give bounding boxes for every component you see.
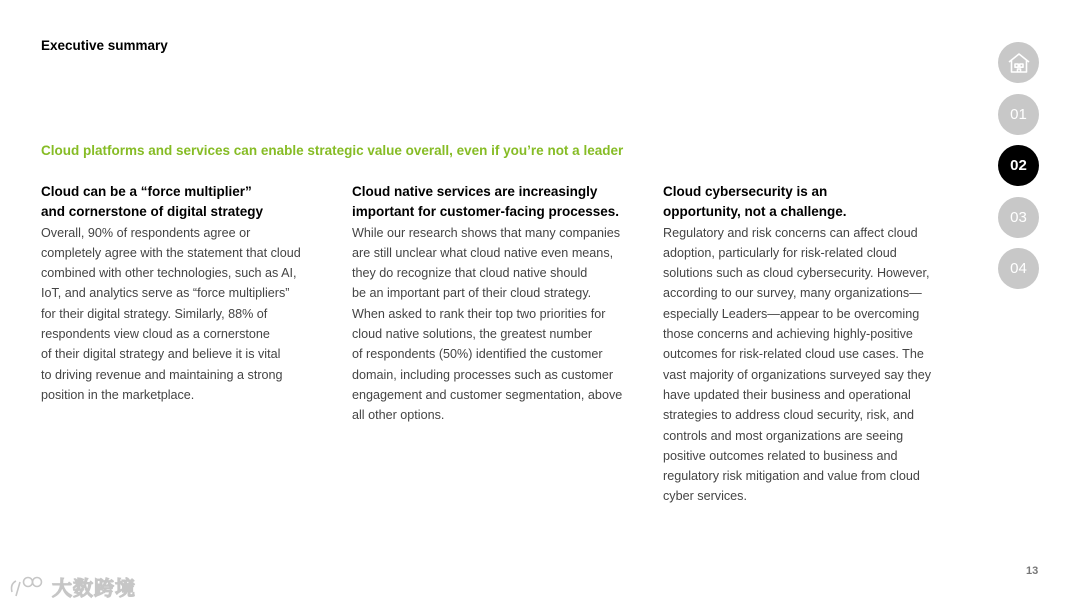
column-heading-line: Cloud native services are increasingly <box>352 184 598 199</box>
body-line: they do recognize that cloud native should <box>352 266 588 281</box>
watermark-mark-icon <box>8 574 50 600</box>
body-line: of their digital strategy and believe it is vital <box>41 347 281 362</box>
body-line: completely agree with the statement that cloud <box>41 245 301 260</box>
column-heading-line: and cornerstone of digital strategy <box>41 204 264 220</box>
body-line: of respondents (50%) identified the customer <box>352 347 603 362</box>
home-icon <box>1006 50 1032 76</box>
body-line: have updated their business and operational <box>663 387 911 402</box>
body-line: according to our survey, many organizations— <box>663 286 922 301</box>
body-line: cyber services. <box>663 489 747 504</box>
summary-column-cloud-native <box>352 182 642 426</box>
nav-home-button[interactable] <box>998 42 1039 83</box>
body-line: Overall, 90% of respondents agree or <box>41 225 251 240</box>
body-line: those concerns and achieving highly-positive <box>663 327 913 342</box>
column-body <box>41 223 331 406</box>
body-line: cloud native solutions, the greatest number <box>352 327 593 342</box>
body-line: combined with other technologies, such as AI, <box>41 266 297 281</box>
column-heading-line: Cloud cybersecurity is an <box>663 184 828 199</box>
summary-column-cybersecurity <box>663 182 953 507</box>
watermark-text: 大数跨境 <box>52 578 136 600</box>
body-line: strategies to address cloud security, risk, and <box>663 408 915 423</box>
body-line: controls and most organizations are seeing <box>663 428 904 443</box>
nav-section-03[interactable]: 03 <box>998 197 1039 238</box>
body-line: all other options. <box>352 408 445 423</box>
body-line: vast majority of organizations surveyed say they <box>663 367 932 382</box>
body-line: for their digital strategy. Similarly, 88% of <box>41 306 268 321</box>
column-heading-line: important for customer-facing processes. <box>352 204 620 220</box>
body-line: regulatory risk mitigation and value from cloud <box>663 469 920 484</box>
watermark-logo <box>8 572 136 601</box>
body-line: solutions such as cloud cybersecurity. However, <box>663 266 930 281</box>
body-line: adoption, particularly for risk-related cloud <box>663 245 897 260</box>
nav-section-04[interactable]: 04 <box>998 248 1039 289</box>
body-line: especially Leaders—appear to be overcoming <box>663 306 920 321</box>
section-navigation <box>998 42 1039 300</box>
nav-section-01[interactable]: 01 <box>998 94 1039 135</box>
body-line: When asked to rank their top two priorities for <box>352 306 606 321</box>
column-body <box>663 223 953 507</box>
body-line: domain, including processes such as customer <box>352 367 614 382</box>
column-heading <box>352 182 642 223</box>
body-line: to driving revenue and maintaining a strong <box>41 367 283 382</box>
column-heading <box>41 182 331 223</box>
page-title: Executive summary <box>41 38 168 53</box>
column-body <box>352 223 642 426</box>
body-line: respondents view cloud as a cornerstone <box>41 327 270 342</box>
body-line: are still unclear what cloud native even means, <box>352 245 614 260</box>
body-line: engagement and customer segmentation, above <box>352 387 623 402</box>
body-line: Regulatory and risk concerns can affect cloud <box>663 225 918 240</box>
summary-column-force-multiplier <box>41 182 331 405</box>
body-line: positive outcomes related to business and <box>663 448 898 463</box>
body-line: IoT, and analytics serve as “force multipliers” <box>41 286 290 301</box>
nav-section-02[interactable]: 02 <box>998 145 1039 186</box>
body-line: While our research shows that many companies <box>352 225 621 240</box>
column-heading-line: Cloud can be a “force multiplier” <box>41 184 252 199</box>
column-heading-line: opportunity, not a challenge. <box>663 204 847 220</box>
section-subtitle: Cloud platforms and services can enable strategic value overall, even if you’re not a leader <box>41 143 624 158</box>
page-number: 13 <box>1026 565 1039 577</box>
body-line: be an important part of their cloud strategy. <box>352 286 592 301</box>
body-line: outcomes for risk-related cloud use cases. The <box>663 347 924 362</box>
column-heading <box>663 182 953 223</box>
body-line: position in the marketplace. <box>41 387 195 402</box>
